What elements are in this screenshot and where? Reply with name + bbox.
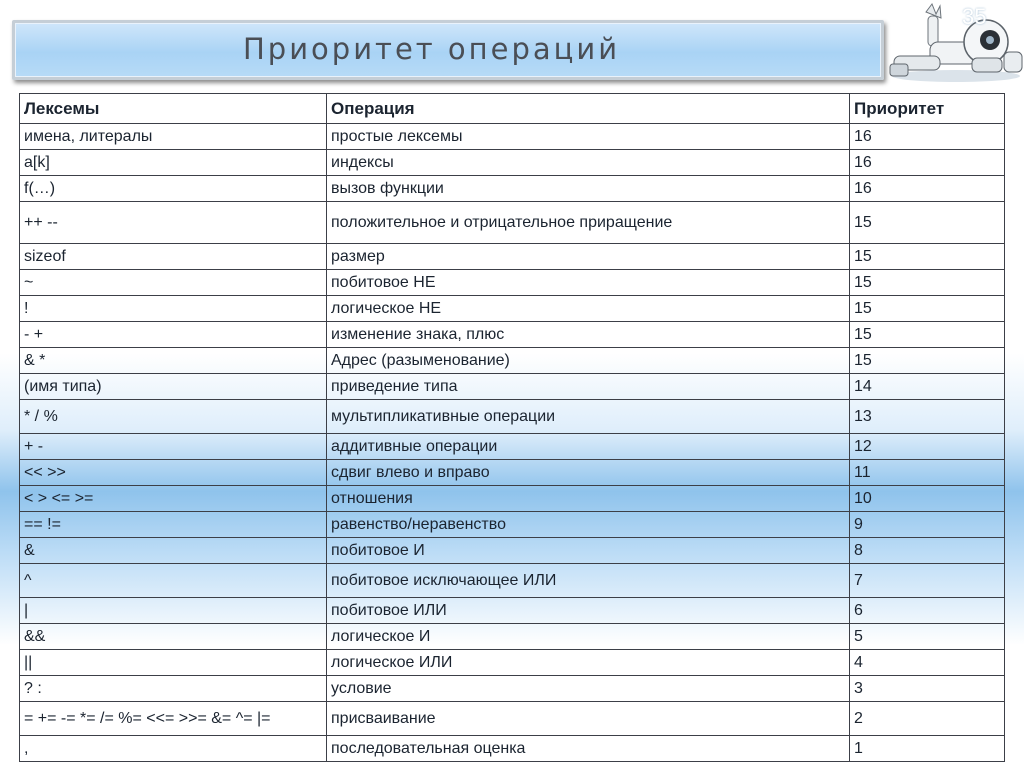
operation-cell: сдвиг влево и вправо (327, 460, 850, 486)
priority-cell: 10 (850, 486, 1005, 512)
precedence-table (19, 93, 1005, 762)
priority-cell: 11 (850, 460, 1005, 486)
lexeme-cell: ^ (20, 564, 327, 598)
table-row (20, 538, 1005, 564)
operation-cell: простые лексемы (327, 124, 850, 150)
lexeme-cell: ++ -- (20, 202, 327, 244)
lexeme-cell: + - (20, 434, 327, 460)
lexeme-cell: (имя типа) (20, 374, 327, 400)
lexeme-cell: || (20, 650, 327, 676)
table-row (20, 564, 1005, 598)
lexeme-cell: < > <= >= (20, 486, 327, 512)
table-row (20, 150, 1005, 176)
operation-cell: изменение знака, плюс (327, 322, 850, 348)
table-row (20, 676, 1005, 702)
table-row (20, 702, 1005, 736)
lexeme-cell: & (20, 538, 327, 564)
table-row (20, 598, 1005, 624)
lexeme-cell: & * (20, 348, 327, 374)
priority-cell: 16 (850, 124, 1005, 150)
priority-cell: 15 (850, 270, 1005, 296)
priority-cell: 15 (850, 244, 1005, 270)
lexeme-cell: ~ (20, 270, 327, 296)
operation-cell: аддитивные операции (327, 434, 850, 460)
priority-cell: 15 (850, 322, 1005, 348)
table-row (20, 296, 1005, 322)
priority-cell: 9 (850, 512, 1005, 538)
lexeme-cell: * / % (20, 400, 327, 434)
operation-cell: последовательная оценка (327, 736, 850, 762)
operation-cell: условие (327, 676, 850, 702)
table-row (20, 400, 1005, 434)
lexeme-cell: имена, литералы (20, 124, 327, 150)
priority-cell: 7 (850, 564, 1005, 598)
table-row (20, 460, 1005, 486)
priority-cell: 16 (850, 150, 1005, 176)
operation-cell: индексы (327, 150, 850, 176)
table-row (20, 434, 1005, 460)
lexeme-cell: f(…) (20, 176, 327, 202)
priority-cell: 15 (850, 348, 1005, 374)
table-row (20, 624, 1005, 650)
operation-cell: логическое И (327, 624, 850, 650)
table-row (20, 512, 1005, 538)
table-row (20, 124, 1005, 150)
lexeme-cell: - + (20, 322, 327, 348)
table-row (20, 650, 1005, 676)
slide-number: 35 (962, 4, 987, 29)
priority-cell: 2 (850, 702, 1005, 736)
priority-cell: 3 (850, 676, 1005, 702)
table-row (20, 486, 1005, 512)
priority-cell: 16 (850, 176, 1005, 202)
operation-cell: побитовое ИЛИ (327, 598, 850, 624)
priority-cell: 14 (850, 374, 1005, 400)
lexeme-cell: << >> (20, 460, 327, 486)
title-bar (12, 20, 884, 80)
priority-cell: 6 (850, 598, 1005, 624)
lexeme-cell: | (20, 598, 327, 624)
table-row (20, 270, 1005, 296)
lexeme-cell: ! (20, 296, 327, 322)
lexeme-cell: sizeof (20, 244, 327, 270)
priority-cell: 1 (850, 736, 1005, 762)
table-row (20, 322, 1005, 348)
lexeme-cell: = += -= *= /= %= <<= >>= &= ^= |= (20, 702, 327, 736)
table-row (20, 244, 1005, 270)
lexeme-cell: , (20, 736, 327, 762)
operation-cell: побитовое исключающее ИЛИ (327, 564, 850, 598)
operation-cell: положительное и отрицательное приращение (327, 202, 850, 244)
operation-cell: присваивание (327, 702, 850, 736)
operation-cell: побитовое НЕ (327, 270, 850, 296)
table-row (20, 374, 1005, 400)
operation-cell: размер (327, 244, 850, 270)
lexeme-cell: == != (20, 512, 327, 538)
operation-cell: равенство/неравенство (327, 512, 850, 538)
lexeme-cell: && (20, 624, 327, 650)
operation-cell: отношения (327, 486, 850, 512)
priority-cell: 4 (850, 650, 1005, 676)
priority-cell: 5 (850, 624, 1005, 650)
priority-cell: 15 (850, 296, 1005, 322)
operation-cell: Адрес (разыменование) (327, 348, 850, 374)
operation-cell: побитовое И (327, 538, 850, 564)
table-row (20, 202, 1005, 244)
table-row (20, 176, 1005, 202)
operation-cell: вызов функции (327, 176, 850, 202)
operation-cell: логическое ИЛИ (327, 650, 850, 676)
lexeme-cell: ? : (20, 676, 327, 702)
header-operation: Операция (327, 94, 850, 124)
robot-mascot-icon (886, 2, 1024, 84)
header-lexemes: Лексемы (20, 94, 327, 124)
operation-cell: мультипликативные операции (327, 400, 850, 434)
table-row (20, 348, 1005, 374)
priority-cell: 15 (850, 202, 1005, 244)
priority-cell: 13 (850, 400, 1005, 434)
header-priority: Приоритет (850, 94, 1005, 124)
page-title: Приоритет операций (243, 32, 621, 66)
operation-cell: приведение типа (327, 374, 850, 400)
priority-cell: 8 (850, 538, 1005, 564)
priority-cell: 12 (850, 434, 1005, 460)
lexeme-cell: a[k] (20, 150, 327, 176)
table-row (20, 736, 1005, 762)
operation-cell: логическое НЕ (327, 296, 850, 322)
table-header-row (20, 94, 1005, 124)
